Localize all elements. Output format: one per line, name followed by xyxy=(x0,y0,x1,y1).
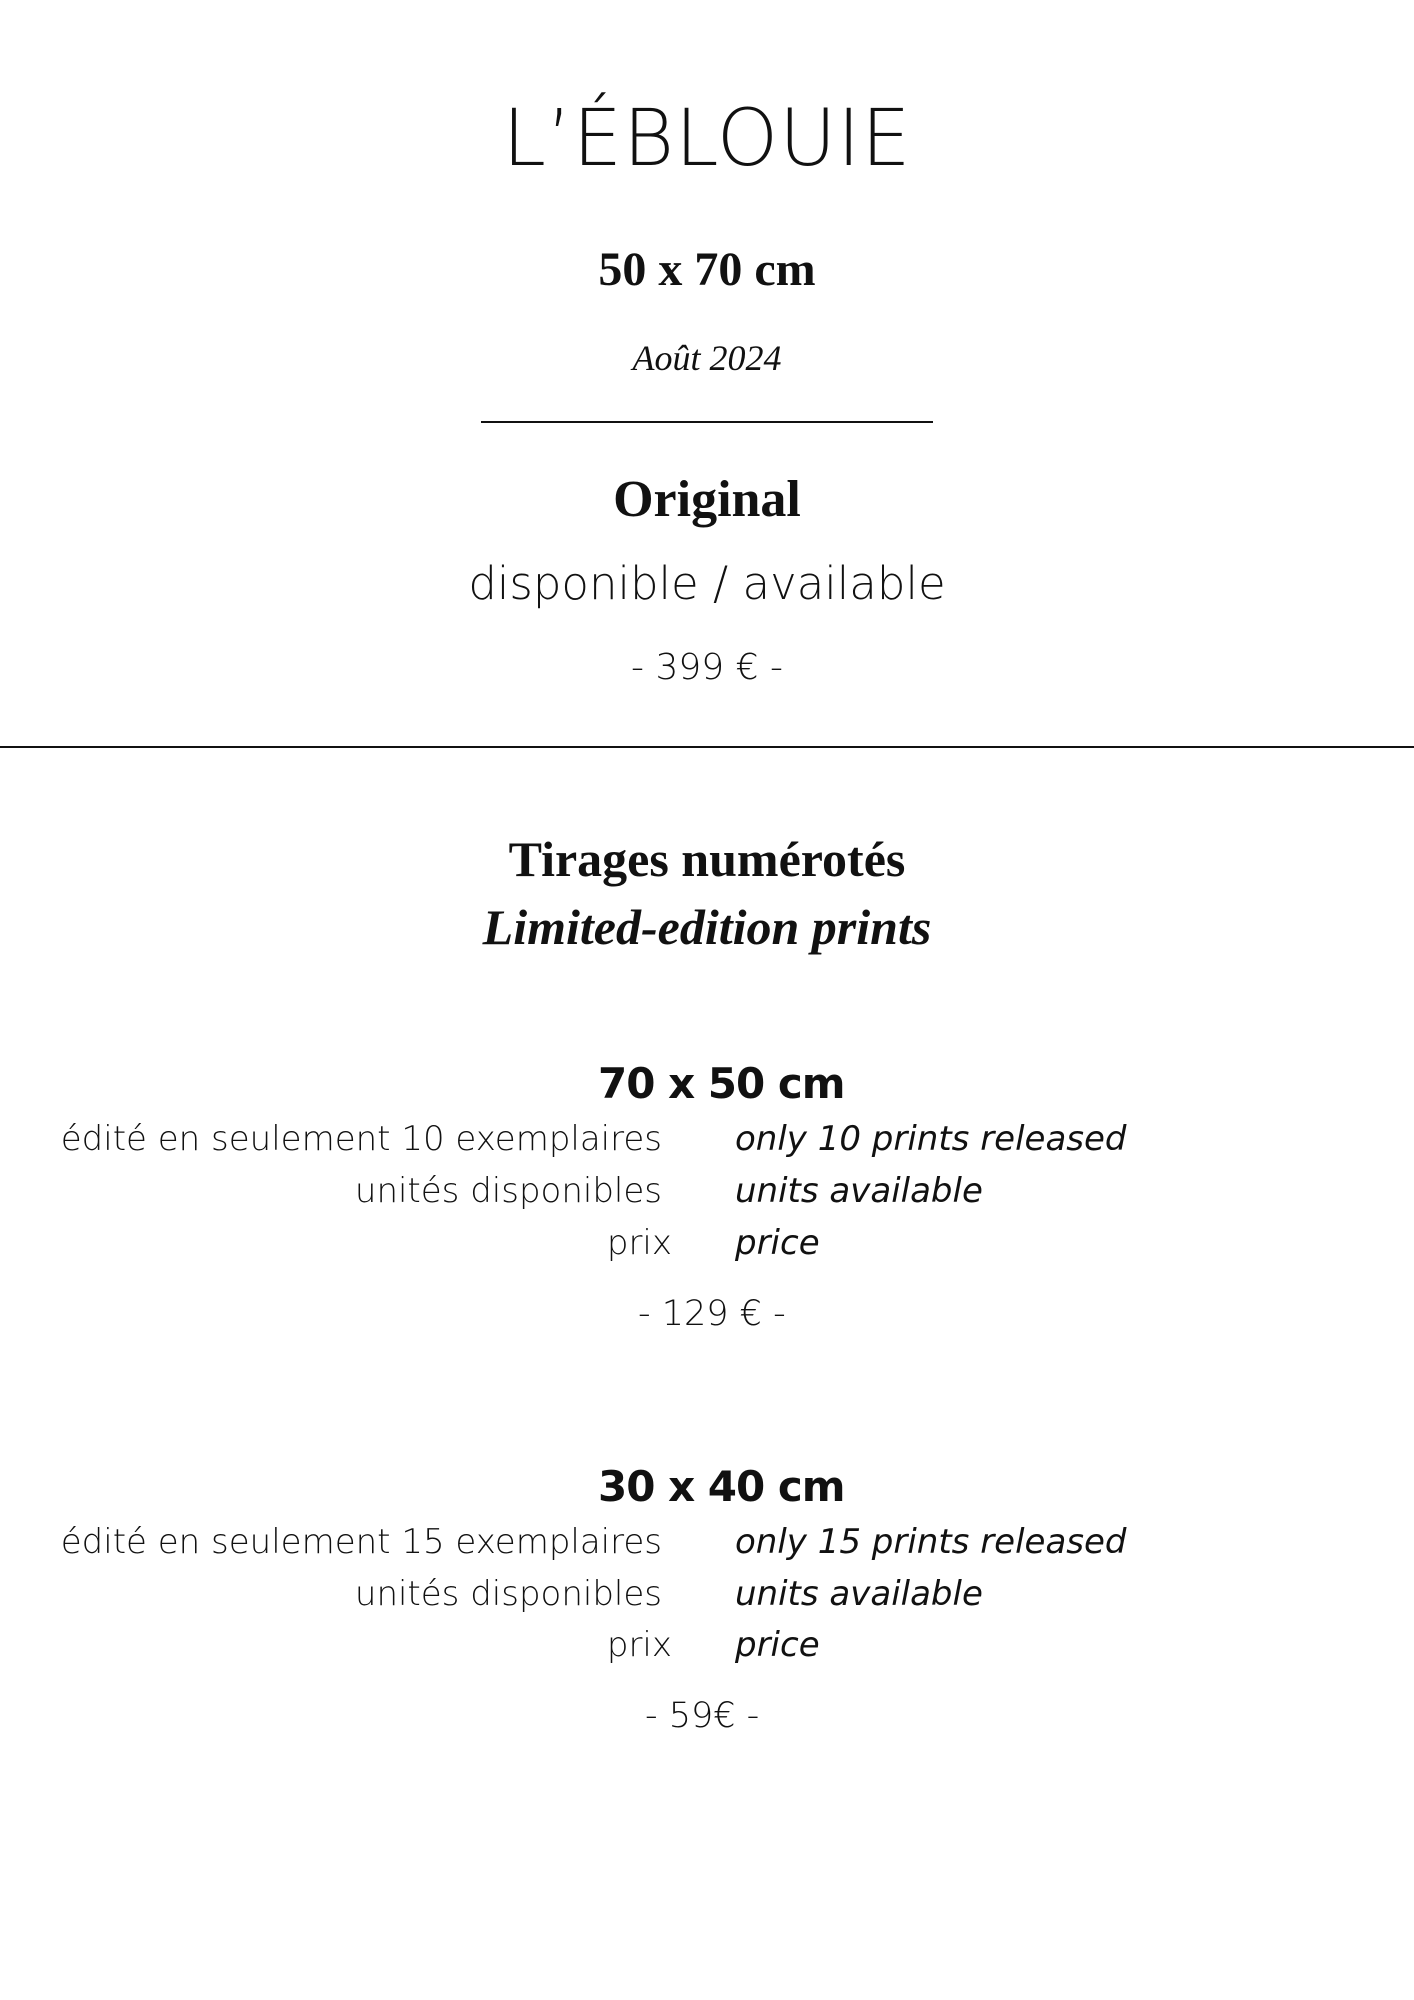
price-label-fr: prix xyxy=(606,1625,672,1665)
edition-size: 30 x 40 cm xyxy=(598,1462,845,1511)
section-divider xyxy=(0,746,1414,748)
prints-heading-fr: Tirages numérotés xyxy=(508,831,906,887)
edition-size: 70 x 50 cm xyxy=(598,1059,845,1108)
edition-price: - 129 € - xyxy=(638,1294,786,1334)
artwork-title: L’ÉBLOUIE xyxy=(502,94,912,184)
price-label-en: price xyxy=(735,1625,820,1665)
price-label-en: price xyxy=(735,1223,820,1263)
price-label-fr: prix xyxy=(606,1223,672,1263)
original-heading: Original xyxy=(613,471,801,528)
edition-count-fr: édité en seulement 10 exemplaires xyxy=(60,1119,662,1159)
artwork-date: Août 2024 xyxy=(632,338,782,378)
header-divider xyxy=(481,421,933,423)
units-label-en: units available xyxy=(735,1171,983,1211)
edition-price: - 59€ - xyxy=(645,1696,760,1736)
artwork-format: 50 x 70 cm xyxy=(598,243,816,296)
edition-count-en: only 10 prints released xyxy=(735,1119,1127,1159)
units-label-fr: unités disponibles xyxy=(354,1171,662,1211)
units-label-en: units available xyxy=(735,1574,983,1614)
original-price: - 399 € - xyxy=(631,647,783,688)
prints-heading-en: Limited-edition prints xyxy=(482,899,932,955)
units-label-fr: unités disponibles xyxy=(354,1574,662,1614)
original-status: disponible / available xyxy=(468,557,946,610)
edition-count-fr: édité en seulement 15 exemplaires xyxy=(60,1522,662,1562)
edition-count-en: only 15 prints released xyxy=(735,1522,1127,1562)
